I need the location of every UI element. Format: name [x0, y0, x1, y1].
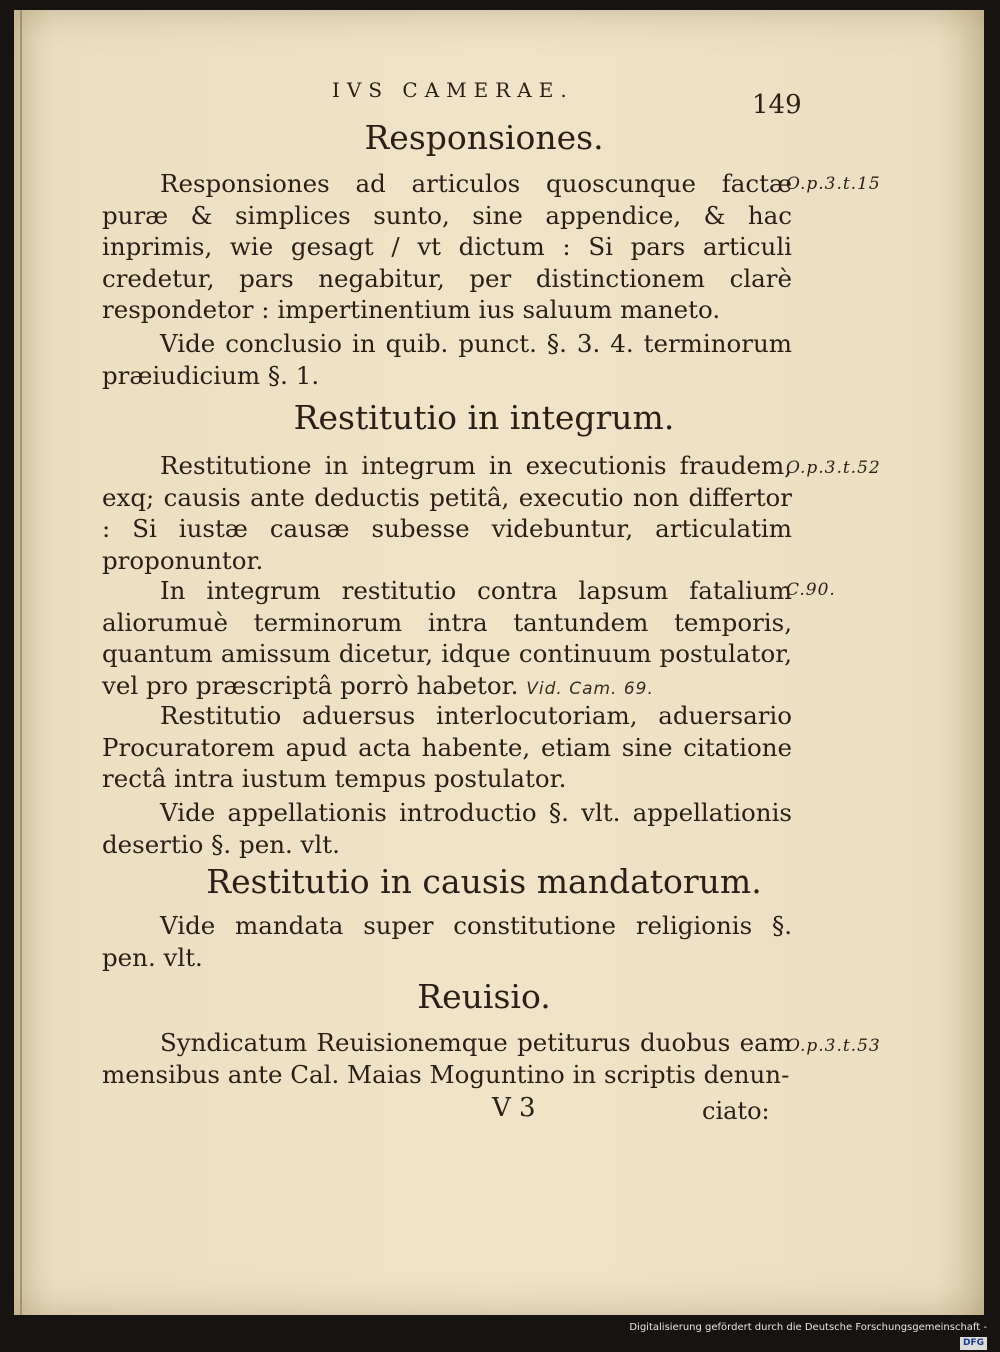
running-title: IVS CAMERAE. — [332, 78, 574, 102]
heading-reuisio: Reuisio. — [417, 977, 551, 1016]
footer-credit — [607, 1320, 987, 1348]
margin-note: O.p.3.t.53 — [786, 1036, 881, 1056]
paragraph-restitutio-2-text: In integrum restitutio contra lapsum fatalium aliorumuè terminorum intra tantundem temporis, quantum amissum dicetur, idque continuum postulator, vel pro præscriptâ porrò habetor. — [102, 576, 792, 700]
heading-restitutio-integrum: Restitutio in integrum. — [293, 398, 675, 437]
paragraph-responsiones-1: Responsiones ad articulos quoscunque factæ puræ & simplices sunto, sine appendice, & hac inprimis, wie gesagt / vt dictum : Si pars articuli credetur, pars negabitur, per distinctionem clarè respondetor : impertinentium ius saluum maneto. — [102, 169, 792, 324]
page-gutter-edge — [20, 10, 22, 1315]
paragraph-restitutio-1: Restitutione in integrum in executionis fraudem, exq; causis ante deductis petitâ, executio non differtor : Si iustæ causæ subesse videbuntur, articulatim proponuntor. — [102, 451, 792, 575]
handwritten-annotation: Vid. Cam. 69. — [526, 678, 654, 699]
paragraph-restitutio-3: Restitutio aduersus interlocutoriam, aduersario Procuratorem apud acta habente, etiam sine citatione rectâ intra iustum tempus postulator. — [102, 701, 792, 793]
paragraph-reuisio-1: Syndicatum Reuisionemque petiturus duobus eam mensibus ante Cal. Maias Moguntino in scriptis denun- — [102, 1028, 792, 1089]
paragraph-mandatorum-1: Vide mandata super constitutione religionis §. pen. vlt. — [102, 911, 792, 972]
paragraph-responsiones-2: Vide conclusio in quib. punct. §. 3. 4. terminorum præiudicium §. 1. — [102, 329, 792, 390]
heading-restitutio-mandatorum: Restitutio in causis mandatorum. — [206, 862, 762, 901]
margin-note: C.90. — [786, 580, 836, 600]
page-number: 149 — [752, 90, 802, 120]
footer-text: Digitalisierung gefördert durch die Deutsche Forschungsgemeinschaft - — [629, 1322, 987, 1333]
margin-note: O.p.3.t.52 — [786, 458, 881, 478]
paragraph-restitutio-4: Vide appellationis introductio §. vlt. appellationis desertio §. pen. vlt. — [102, 798, 792, 859]
catchword: ciato: — [702, 1097, 770, 1125]
margin-note: O.p.3.t.15 — [786, 174, 881, 194]
signature-mark: V 3 — [492, 1093, 536, 1123]
paragraph-restitutio-2 — [102, 575, 792, 705]
book-page — [14, 10, 984, 1315]
dfg-logo: DFG — [960, 1337, 987, 1350]
heading-responsiones: Responsiones. — [364, 118, 604, 157]
